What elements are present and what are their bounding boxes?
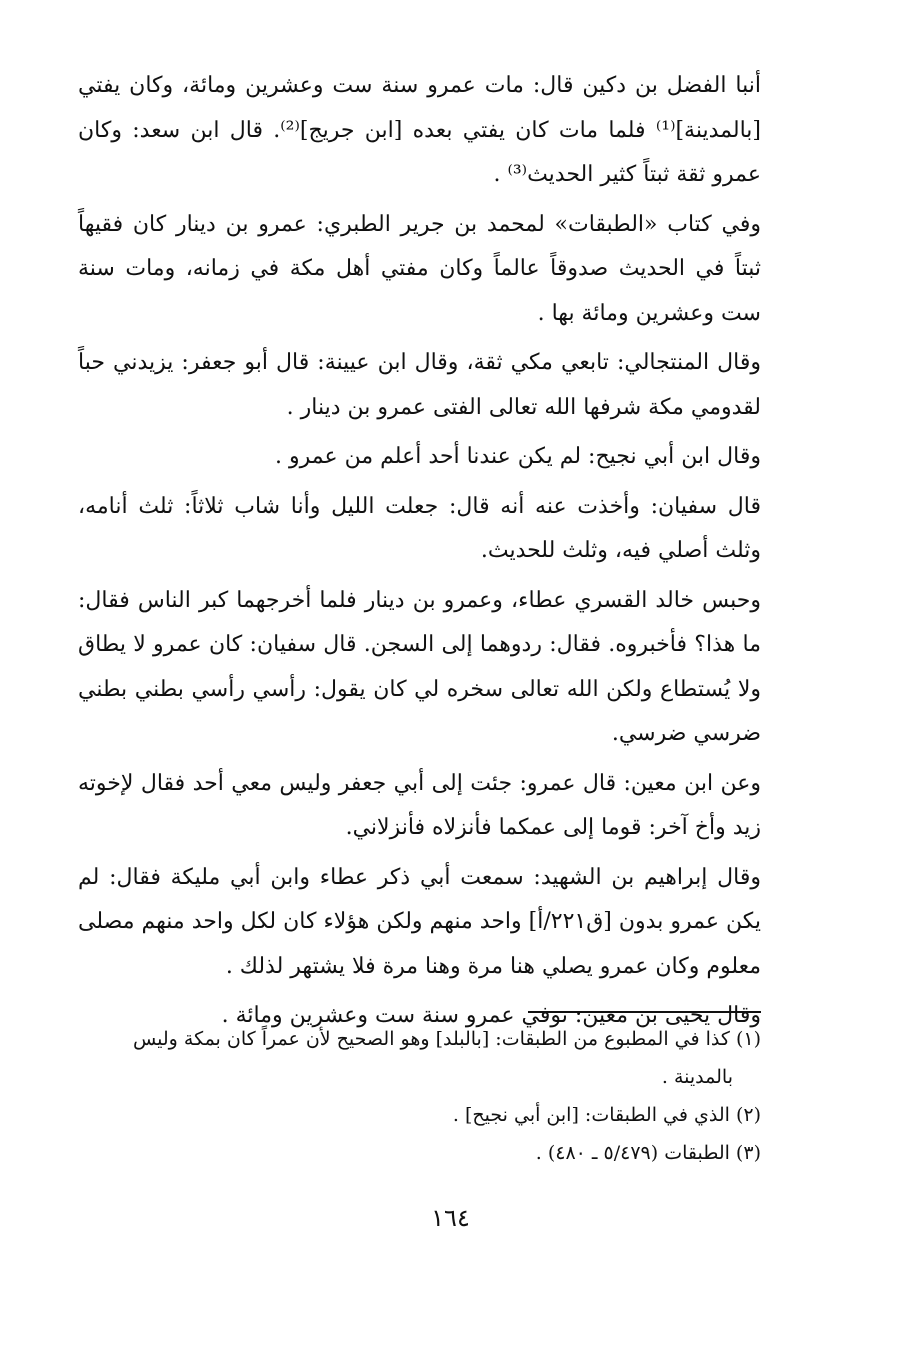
- paragraph-9: وقال يحيى بن معين: توفي عمرو سنة ست وعشرين ومائة .: [221, 1003, 761, 1028]
- paragraph-1: أنبا الفضل بن دكين قال: مات عمرو سنة ست وعشرين ومائة، وكان يفتي [بالمدينة]⁽¹⁾ فلما مات كان يفتي بعده [ابن جريج]⁽²⁾. قال ابن سعد: وكان عمرو ثقة ثبتاً كثير الحديث⁽³⁾ .: [78, 73, 761, 187]
- footnote-1: (١) كذا في المطبوع من الطبقات: [بالبلد] وهو الصحيح لأن عمراً كان بمكة وليس: [132, 1028, 761, 1050]
- footnote-2: (٢) الذي في الطبقات: [ابن أبي نجيح] .: [452, 1104, 761, 1126]
- main-text: [78, 64, 761, 1044]
- paragraph-4: وقال ابن أبي نجيح: لم يكن عندنا أحد أعلم من عمرو .: [275, 444, 761, 469]
- page-number: ١٦٤: [431, 1204, 470, 1232]
- paragraph-2: وفي كتاب «الطبقات» لمحمد بن جرير الطبري: عمرو بن دينار كان فقيهاً ثبتاً في الحديث صدوقاً عالماً وكان مفتي أهل مكة في زمانه، ومات سنة ست وعشرين ومائة بها .: [78, 211, 761, 326]
- footnote-1-continued: بالمدينة .: [661, 1066, 733, 1088]
- paragraph-3: وقال المنتجالي: تابعي مكي ثقة، وقال ابن عيينة: قال أبو جعفر: يزيدني حباً لقدومي مكة شرفها الله تعالى الفتى عمرو بن دينار .: [78, 350, 761, 420]
- paragraph-7: وعن ابن معين: قال عمرو: جئت إلى أبي جعفر وليس معي أحد فقال لإخوته زيد وأخ آخر: قوما إلى عمكما فأنزلاه فأنزلاني.: [78, 770, 761, 840]
- footnote-3: (٣) الطبقات (٥/٤٧٩ ـ ٤٨٠) .: [535, 1142, 761, 1164]
- paragraph-5: قال سفيان: وأخذت عنه أنه قال: جعلت الليل وأنا شاب ثلاثاً: ثلث أنامه، وثلث أصلي فيه، وثلث للحديث.: [78, 493, 761, 563]
- paragraph-6: وحبس خالد القسري عطاء، وعمرو بن دينار فلما أخرجهما كبر الناس فقال: ما هذا؟ فأخبروه. فقال: ردوهما إلى السجن. قال سفيان: كان عمرو لا يطاق ولا يُستطاع ولكن الله تعالى سخره لي كان يقول: رأسي رأسي بطني بطني ضرسي ضرسي.: [78, 587, 761, 746]
- footnote-separator: [528, 1011, 761, 1013]
- footnotes: [76, 1020, 761, 1172]
- paragraph-8: وقال إبراهيم بن الشهيد: سمعت أبي ذكر عطاء وابن أبي مليكة فقال: لم يكن عمرو بدون [ق٢٢١/أ] واحد منهم ولكن هؤلاء كان لكل واحد منهم مصلى معلوم وكان عمرو يصلي هنا مرة وهنا مرة فلا يشتهر لذلك .: [78, 864, 761, 979]
